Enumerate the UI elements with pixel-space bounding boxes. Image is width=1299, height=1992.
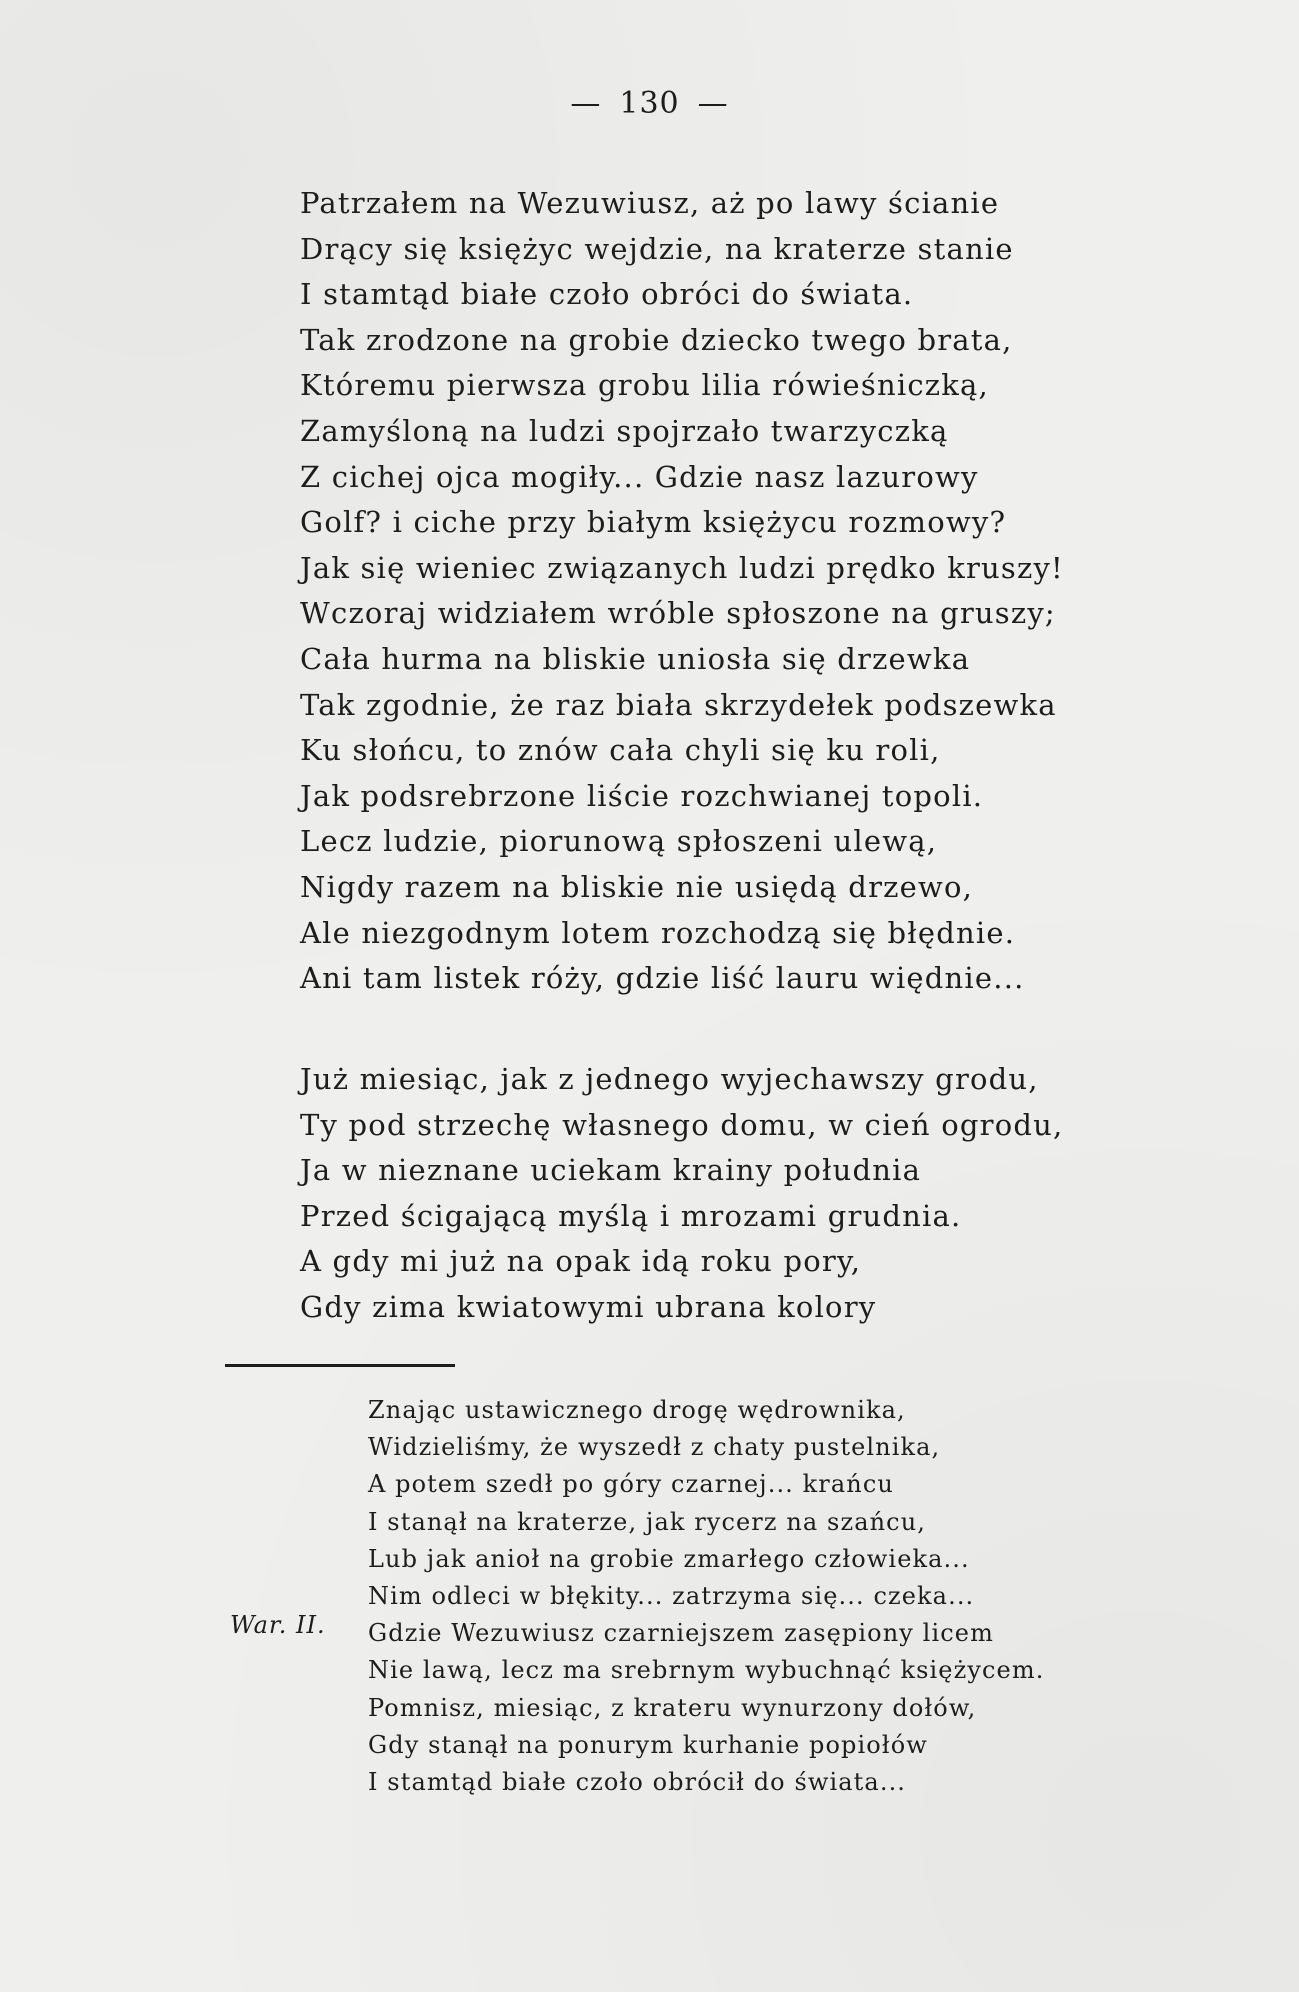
- verse-line: I stamtąd białe czoło obróci do świata.: [300, 277, 914, 312]
- verse-line: Tak zgodnie, że raz biała skrzydełek podszewka: [300, 687, 1057, 722]
- verse-line: Patrzałem na Wezuwiusz, aż po lawy ścianie: [300, 186, 1000, 220]
- footnote-line: Gdzie Wezuwiusz czarniejszem zasępiony licem: [368, 1619, 994, 1648]
- page-header: [0, 86, 1299, 121]
- footnote-line: Lub jak anioł na grobie zmarłego człowieka...: [368, 1544, 970, 1573]
- verse-line: Jak się wieniec związanych ludzi prędko kruszy!: [300, 550, 1064, 585]
- verse-line: Ku słońcu, to znów cała chyli się ku roli,: [300, 733, 941, 768]
- footnote-line: I stanął na kraterze, jak rycerz na szańcu,: [368, 1507, 926, 1536]
- verse-line: A gdy mi już na opak idą roku pory,: [300, 1244, 862, 1279]
- page-number: 130: [619, 86, 680, 121]
- verse-line: Ale niezgodnym lotem rozchodzą się błędnie.: [300, 915, 1016, 950]
- footnote-divider: [225, 1364, 455, 1367]
- verse-line: Przed ścigającą myślą i mrozami grudnia.: [300, 1198, 962, 1233]
- stanza-two: [300, 1057, 1063, 1331]
- verse-line: Tak zrodzone na grobie dziecko twego brata,: [300, 322, 1013, 357]
- verse-line: Gdy zima kwiatowymi ubrana kolory: [300, 1289, 877, 1324]
- verse-line: Jak podsrebrzone liście rozchwianej topoli.: [300, 778, 984, 813]
- header-dash-left: —: [570, 86, 602, 121]
- verse-line: Już miesiąc, jak z jednego wyjechawszy grodu,: [300, 1062, 1039, 1096]
- verse-line: Lecz ludzie, piorunową spłoszeni ulewą,: [300, 824, 938, 859]
- footnote-line: A potem szedł po góry czarnej... krańcu: [368, 1470, 894, 1499]
- verse-line: Z cichej ojca mogiły... Gdzie nasz lazurowy: [300, 459, 979, 494]
- footnote-line: Widzieliśmy, że wyszedł z chaty pustelnika,: [368, 1433, 941, 1462]
- verse-line: Któremu pierwsza grobu lilia rówieśniczką,: [300, 368, 989, 403]
- footnote-line: Nim odleci w błękity... zatrzyma się... czeka...: [368, 1582, 975, 1611]
- verse-line: Zamyśloną na ludzi spojrzało twarzyczką: [300, 413, 949, 448]
- variant-label: War. II.: [230, 1611, 326, 1639]
- verse-line: Nigdy razem na bliskie nie usiędą drzewo,: [300, 869, 974, 904]
- header-dash-right: —: [697, 86, 729, 121]
- verse-line: Ja w nieznane uciekam krainy południa: [300, 1153, 922, 1188]
- verse-line: Cała hurma na bliskie uniosła się drzewka: [300, 641, 971, 676]
- footnote-line: Pomnisz, miesiąc, z krateru wynurzony dołów,: [368, 1693, 977, 1722]
- verse-line: Golf? i ciche przy białym księżycu rozmowy?: [300, 505, 1007, 540]
- stanza-one: [300, 181, 1064, 1002]
- footnote-line: Nie lawą, lecz ma srebrnym wybuchnąć księżycem.: [368, 1656, 1045, 1685]
- footnote-line: Znając ustawicznego drogę wędrownika,: [368, 1396, 906, 1424]
- footnote-line: I stamtąd białe czoło obrócił do świata...: [368, 1768, 907, 1797]
- verse-line: Wczoraj widziałem wróble spłoszone na gruszy;: [300, 596, 1056, 631]
- verse-line: Ani tam listek róży, gdzie liść lauru więdnie...: [300, 961, 1025, 996]
- footnote-line: Gdy stanął na ponurym kurhanie popiołów: [368, 1730, 928, 1759]
- verse-line: Drący się księżyc wejdzie, na kraterze stanie: [300, 231, 1014, 266]
- verse-line: Ty pod strzechę własnego domu, w cień ogrodu,: [300, 1107, 1064, 1142]
- footnote-variant: [368, 1392, 1044, 1801]
